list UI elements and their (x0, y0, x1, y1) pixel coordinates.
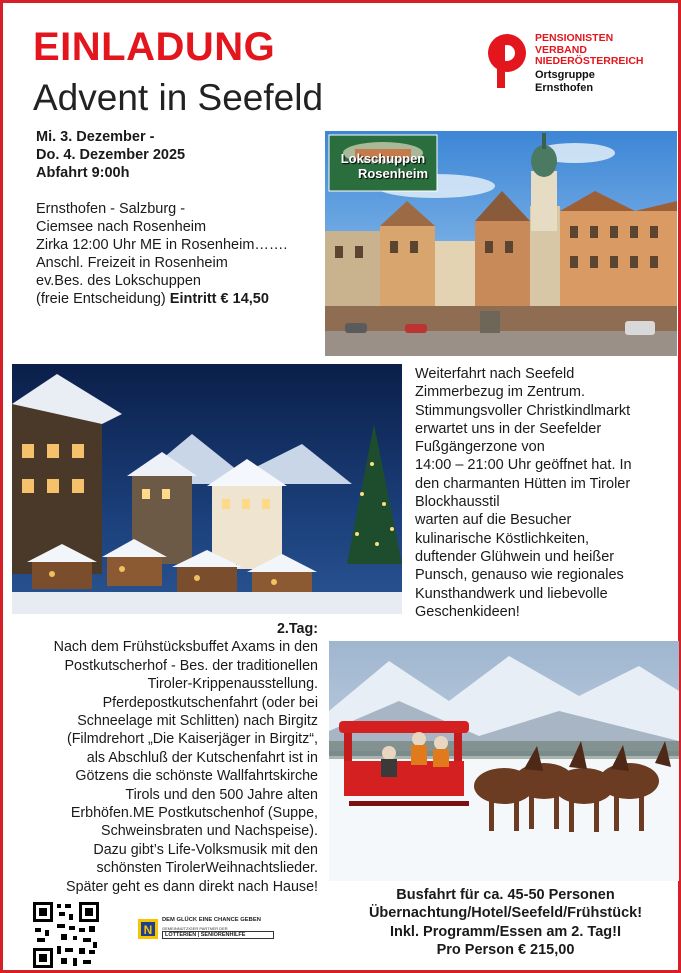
lokschuppen-inset-caption: Lokschuppen Rosenheim (340, 151, 429, 181)
route-line: Ciemsee nach Rosenheim (36, 219, 207, 235)
route-line: Zirka 12:00 Uhr ME in Rosenheim……. (36, 237, 288, 253)
christmas-market-photo (12, 364, 402, 614)
logo-local-group: Ortsgruppe Ernsthofen (535, 69, 595, 94)
accommodation: Übernachtung/Hotel/Seefeld/Frühstück! (368, 905, 643, 922)
qr-code-icon[interactable] (33, 902, 99, 968)
route-line: Ernsthofen - Salzburg - (36, 201, 186, 217)
svg-text:N: N (143, 923, 153, 937)
page-subtitle: Advent in Seefeld (33, 77, 324, 118)
program-included: Inkl. Programm/Essen am 2. Tag!I (389, 923, 621, 940)
route-line: ev.Bes. des Lokschuppen (36, 273, 201, 289)
lotterien-tagline: DEM GLÜCK EINE CHANCE GEBEN (162, 917, 261, 923)
route-line: Anschl. Freizeit in Rosenheim (36, 255, 228, 271)
rosenheim-photo (325, 131, 677, 356)
page-title: EINLADUNG (33, 25, 276, 69)
p-logo-icon (487, 33, 527, 89)
trip-summary (333, 886, 678, 959)
day2-heading: 2.Tag: (276, 621, 318, 637)
lotterien-seniorenhilfe-logo (138, 917, 278, 947)
pensionisten-verband-logo (487, 29, 677, 109)
date-line-2: Do. 4. Dezember 2025 (36, 147, 186, 163)
seefeld-description: Weiterfahrt nach Seefeld Zimmerbezug im Zentrum. Stimmungsvoller Christkindlmarkt erwartet uns in der Seefelder Fußgängerzone von 14:00 – 21:00 Uhr geöffnet hat. In den charmanten Hütten im Tiroler Blockhausstil warten auf die Besucher kulinarische Köstlichkeiten, duftender Glühwein und heißer Punsch, genauso wie regionales Kunsthandwerk und liebevolle Geschenkideen! (415, 366, 632, 620)
departure-time: Abfahrt 9:00h (36, 165, 130, 181)
bus-capacity: Busfahrt für ca. 45-50 Personen (396, 887, 615, 903)
day1-details (36, 128, 326, 308)
lower-austria-n-icon (138, 919, 158, 939)
horse-sleigh-photo (329, 641, 679, 881)
lotterien-subline: GEMEINNÜTZIGER PARTNER DER (162, 926, 228, 931)
logo-wordmark: PENSIONISTEN VERBAND NIEDERÖSTERREICH (535, 32, 644, 67)
price-per-person: Pro Person € 215,00 (436, 941, 575, 958)
day2-details: 2.Tag: Nach dem Frühstücksbuffet Axams in den Postkutscherhof - Bes. der traditionellen Tiroler-Krippenausstellung. Pferdepostkutschenfahrt (oder bei Schneelage mit Schlitten) nach Birgitz (Filmdrehort „Die Kaiserjäger in Birgitz“, als Abschluß der Kutschenfahrt ist in Götzens die schönste Wallfahrtskirche Tirols und den 500 Jahre alten Erbhöfen.ME Postkutschenhof (Suppe, Schweinsbraten und Nachspeise). Dazu gibt’s Life-Volksmusik mit den schönsten TirolerWeihnachtslieder. Später geht es dann direkt nach Hause! (11, 620, 318, 896)
entry-price-line: (freie Entscheidung) Eintritt € 14,50 (36, 291, 269, 307)
lotterien-brand: LOTTERIEN | SENIORENHILFE (162, 931, 274, 939)
date-line-1: Mi. 3. Dezember - (36, 129, 155, 145)
